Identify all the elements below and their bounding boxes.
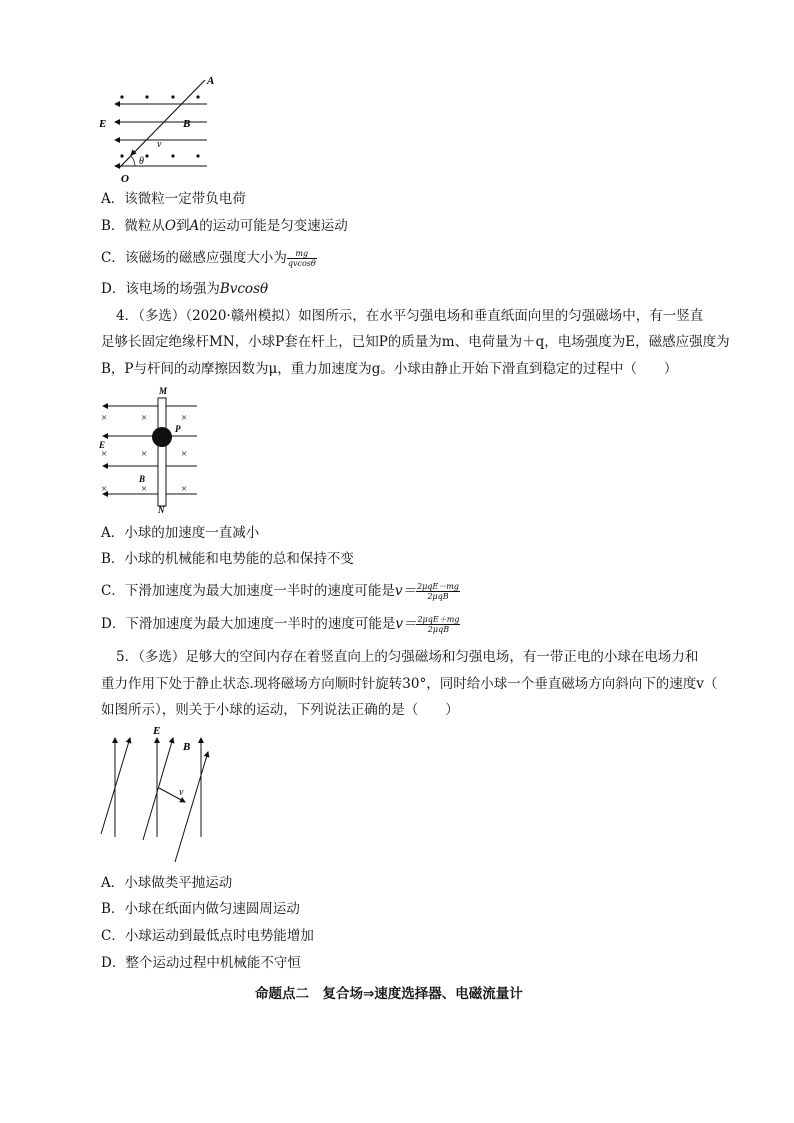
q5-stem-line-2: 重力作用下处于静止状态.现将磁场方向顺时针旋转30°，同时给小球一个垂直磁场方向斜向下的速度v（	[101, 676, 718, 692]
svg-text:×: ×	[181, 448, 188, 460]
label-A: A	[207, 75, 215, 87]
section-heading: 命题点二 复合场⇒速度选择器、电磁流量计	[255, 986, 523, 1002]
svg-text:×: ×	[101, 412, 108, 424]
q4-option-d-fraction: $\frac{\text{2μqE＋mg}}{\text{2μqB}}$	[417, 615, 460, 634]
label-E: E	[99, 440, 106, 450]
figure-2-rod-diagram	[95, 384, 210, 514]
figure-3-rotated-field	[95, 722, 225, 867]
q3-option-c-fraction: $\frac{mg}{qvcos\theta}$	[287, 249, 316, 268]
q3-option-c: C．该磁场的磁感应强度大小为 $\frac{mg}{qvcos\theta}$	[101, 249, 316, 268]
q5-option-c: C．小球运动到最低点时电势能增加	[101, 928, 314, 944]
label-E: E	[153, 725, 161, 737]
ball-p	[152, 427, 172, 447]
q5-stem-line-1: 5．（多选）足够大的空间内存在着竖直向上的匀强磁场和匀强电场，有一带正电的小球在电场力和	[116, 649, 699, 665]
rod-mn	[158, 398, 166, 506]
label-v: v	[157, 139, 162, 150]
q4-option-c-fraction: $\frac{\text{2μqE－mg}}{\text{2μqB}}$	[416, 582, 459, 601]
q4-option-c: C．下滑加速度为最大加速度一半时的速度可能是v＝ $\frac{\text{2μqE－mg}}{\text{2μqB}}$	[101, 582, 459, 601]
label-N: N	[158, 505, 165, 514]
label-M: M	[159, 386, 168, 396]
q4-stem-line-3: B，P与杆间的动摩擦因数为μ，重力加速度为g。小球由静止开始下滑直到稳定的过程中（ ）	[101, 361, 678, 377]
angle-arc	[131, 156, 135, 166]
q3-option-a: A．该微粒一定带负电荷	[101, 191, 246, 207]
label-B: B	[139, 474, 146, 484]
label-B: B	[183, 118, 191, 130]
figure-1-field-diagram	[95, 72, 220, 184]
svg-text:×: ×	[181, 412, 188, 424]
q5-stem-line-3: 如图所示），则关于小球的运动，下列说法正确的是（ ）	[101, 702, 459, 718]
q4-option-d: D．下滑加速度为最大加速度一半时的速度可能是v＝ $\frac{\text{2μqE＋mg}}{\text{2μqB}}$	[101, 615, 460, 634]
q4-stem-line-1: 4．（多选）（2020·赣州模拟）如图所示，在水平匀强电场和垂直纸面向里的匀强磁场中，有一竖直	[116, 308, 704, 324]
q4-stem-line-2: 足够长固定绝缘杆MN，小球P套在杆上，已知P的质量为m、电荷量为＋q，电场强度为E，磁感应强度为	[101, 334, 730, 350]
label-v: v	[179, 787, 184, 798]
svg-text:×: ×	[181, 483, 188, 495]
label-E: E	[99, 118, 107, 130]
q5-option-a: A．小球做类平抛运动	[101, 875, 233, 891]
label-P: P	[175, 424, 181, 434]
q5-option-b: B．小球在纸面内做匀速圆周运动	[101, 901, 300, 917]
q4-option-a: A．小球的加速度一直减小	[101, 525, 260, 541]
svg-text:×: ×	[141, 412, 148, 424]
label-theta: θ	[139, 156, 144, 167]
svg-text:×: ×	[101, 483, 108, 495]
svg-text:×: ×	[141, 483, 148, 495]
q3-option-d: D．该电场的场强为Bvcosθ	[101, 281, 269, 297]
svg-text:×: ×	[101, 448, 108, 460]
label-B: B	[183, 741, 191, 753]
svg-text:×: ×	[141, 448, 148, 460]
q5-option-d: D．整个运动过程中机械能不守恒	[101, 955, 301, 971]
q4-option-b: B．小球的机械能和电势能的总和保持不变	[101, 551, 354, 567]
label-O: O	[121, 173, 129, 184]
q3-option-b: B．微粒从O到A的运动可能是匀变速运动	[101, 218, 348, 234]
